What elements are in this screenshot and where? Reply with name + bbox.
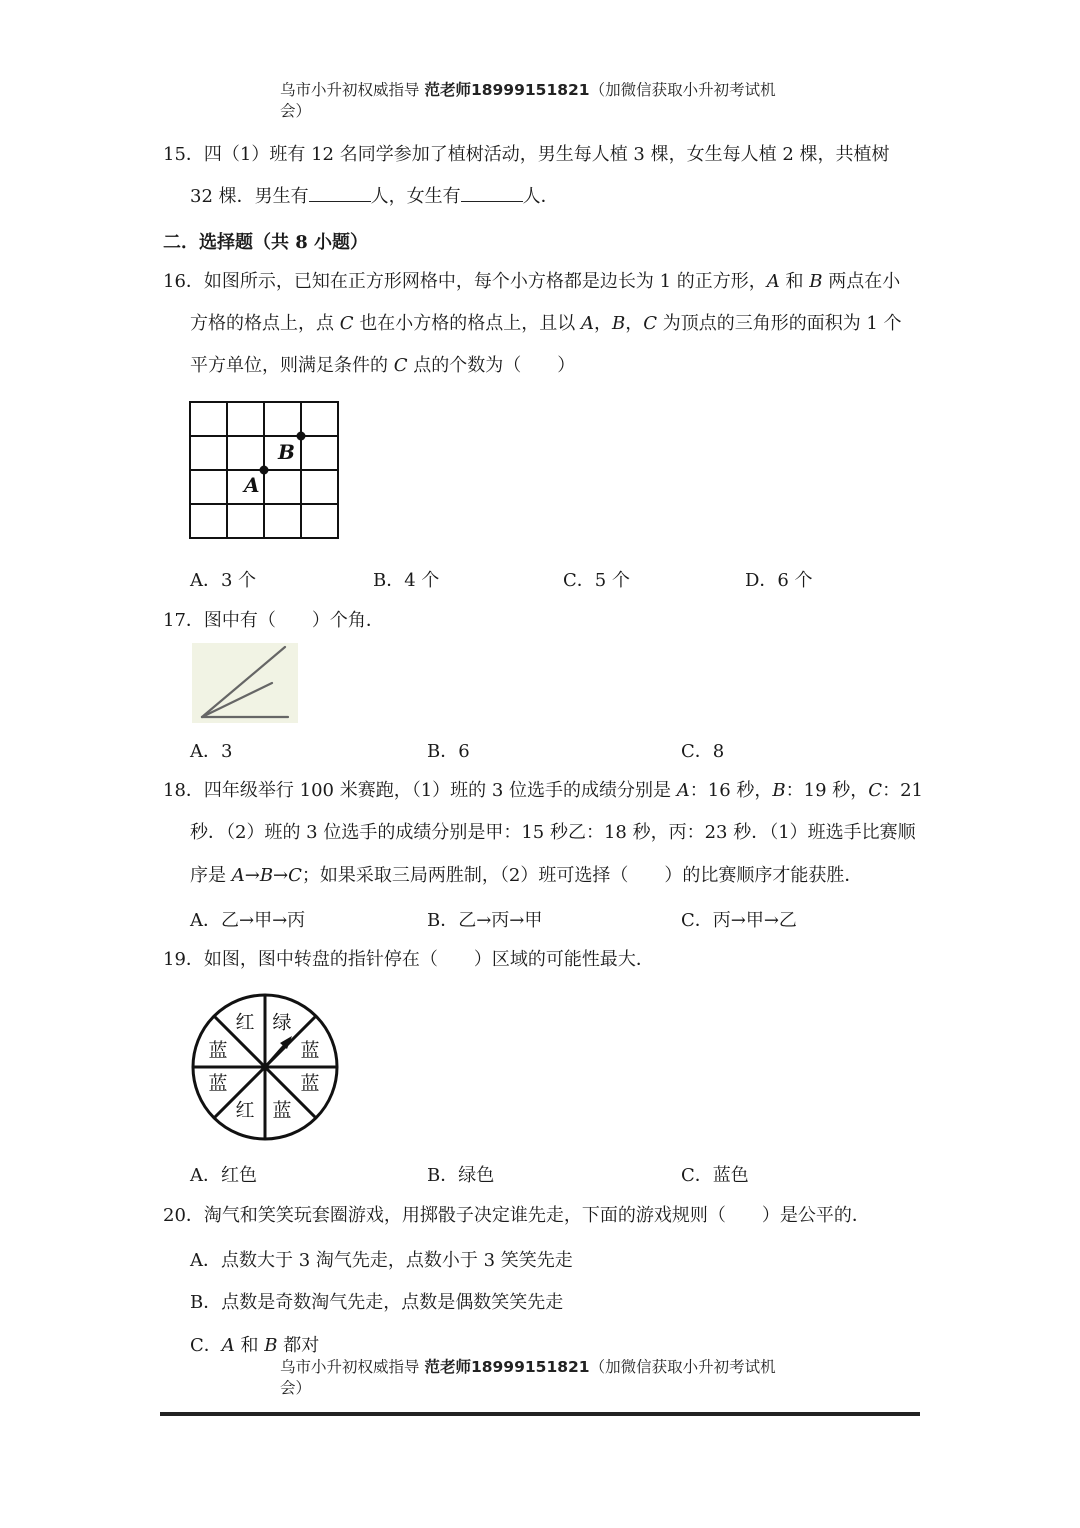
q16-option-b[interactable]: B．4 个 [373,570,440,591]
q15-text-c: 人． [522,186,559,207]
sector-label: 蓝 [208,1039,228,1062]
label-a: A [244,473,260,497]
q20-option-a[interactable]: A．点数大于 3 淘气先走，点数小于 3 笑笑先走 [190,1250,573,1271]
q17-option-b[interactable]: B．6 [427,741,470,762]
q16-text: 和 [779,271,810,292]
q15-text-a: 32 棵．男生有 [190,186,309,207]
q20-text: 和 [234,1335,265,1356]
q17-stem: 17．图中有（ ）个角． [163,610,384,631]
q16-line1 [163,270,900,294]
q18-line1 [163,779,923,803]
q20-option-b[interactable]: B．点数是奇数淘气先走，点数是偶数笑笑先走 [190,1292,564,1313]
q19-option-a[interactable]: A．红色 [190,1165,257,1186]
var-a: A [580,313,594,334]
spinner-figure [188,991,344,1143]
q18-line3 [190,864,862,888]
grid-figure [186,398,346,544]
q16-text: ， [625,313,644,334]
q16-text: 也在小方格的格点上，且以 [353,313,581,334]
sector-label: 红 [235,1099,255,1122]
var-a: A [221,1335,235,1356]
var-b: B [611,313,626,334]
q16-text: 平方单位，则满足条件的 [190,355,394,376]
sector-label: 蓝 [300,1039,320,1062]
var-c: C [339,313,354,334]
q18-option-a[interactable]: A．乙→甲→丙 [190,910,306,931]
sector-label: 绿 [272,1011,292,1034]
var-c: C [868,780,883,801]
q18-text: ：21 [882,780,923,801]
q18-option-b[interactable]: B．乙→丙→甲 [427,910,543,931]
q20-option-c[interactable] [190,1331,319,1357]
q16-line3 [190,354,575,378]
q18-text: ：19 秒， [785,780,869,801]
q17-option-c[interactable]: C．8 [681,741,725,762]
angle-figure [192,643,298,723]
q16-line2 [190,312,902,336]
q16-text: 16．如图所示，已知在正方形网格中，每个小方格都是边长为 1 的正方形， [163,271,767,292]
header-note-end: 会） [280,1379,312,1397]
q18-sequence: A→B→C [231,865,302,886]
q15-line1: 15．四（1）班有 12 名同学参加了植树活动，男生每人植 3 棵，女生每人植 2 棵，共植树 [163,144,890,165]
var-b: B [772,780,786,801]
var-a: A [676,780,690,801]
q16-text: 方格的格点上，点 [190,313,340,334]
var-c: C [643,313,657,334]
q19-option-b[interactable]: B．绿色 [427,1165,495,1186]
q16-text: 点的个数为（ ） [407,355,576,376]
var-c: C [393,355,408,376]
header-text: 乌市小升初权威指导 [280,81,420,99]
q15-text-b: 人，女生有 [370,186,461,207]
section-heading: 二．选择题（共 8 小题） [163,232,369,253]
var-b: B [809,271,823,292]
header-text: 乌市小升初权威指导 [280,1358,420,1376]
q18-text: ：16 秒， [689,780,773,801]
var-a: A [766,271,780,292]
answer-blank-girls [461,185,523,202]
q16-option-a[interactable]: A．3 个 [190,570,257,591]
q20-text: 都对 [277,1335,320,1356]
q18-text: ；如果采取三局两胜制，（2）班可选择（ ）的比赛顺序才能获胜． [301,865,863,886]
page-header-top [280,80,800,122]
q19-stem: 19．如图，图中转盘的指针停在（ ）区域的可能性最大． [163,949,654,970]
header-note: （加微信获取小升初考试机 [589,81,776,99]
answer-blank-boys [309,185,371,202]
q20-text: C． [190,1335,222,1356]
var-b: B [264,1335,278,1356]
q18-text: 序是 [190,865,232,886]
q18-text: 18．四年级举行 100 米赛跑，（1）班的 3 位选手的成绩分别是 [163,780,677,801]
q16-text: ， [593,313,612,334]
q17-option-a[interactable]: A．3 [190,741,233,762]
q19-option-c[interactable]: C．蓝色 [681,1165,749,1186]
header-contact: 范老师18999151821 [424,1358,590,1376]
label-b: B [278,440,295,464]
header-note-end: 会） [280,102,312,120]
q16-text: 为顶点的三角形的面积为 1 个 [656,313,902,334]
q16-option-d[interactable]: D．6 个 [745,570,813,591]
page-header-bottom [280,1357,800,1399]
header-contact: 范老师18999151821 [424,81,590,99]
sector-label: 红 [235,1011,255,1034]
sector-label: 蓝 [272,1099,292,1122]
header-note: （加微信获取小升初考试机 [589,1358,776,1376]
q18-option-c[interactable]: C．丙→甲→乙 [681,910,797,931]
q20-stem: 20．淘气和笑笑玩套圈游戏，用掷骰子决定谁先走，下面的游戏规则（ ）是公平的． [163,1205,870,1226]
q18-line2: 秒．（2）班的 3 位选手的成绩分别是甲：15 秒乙：18 秒，丙：23 秒．（1）班选手比赛顺 [190,822,916,843]
point-b [297,432,306,441]
page-divider [160,1412,920,1416]
q16-text: 两点在小 [822,271,901,292]
q15-line2 [190,185,559,209]
sector-label: 蓝 [208,1072,228,1095]
point-a [260,466,269,475]
sector-label: 蓝 [300,1072,320,1095]
q16-option-c[interactable]: C．5 个 [563,570,630,591]
